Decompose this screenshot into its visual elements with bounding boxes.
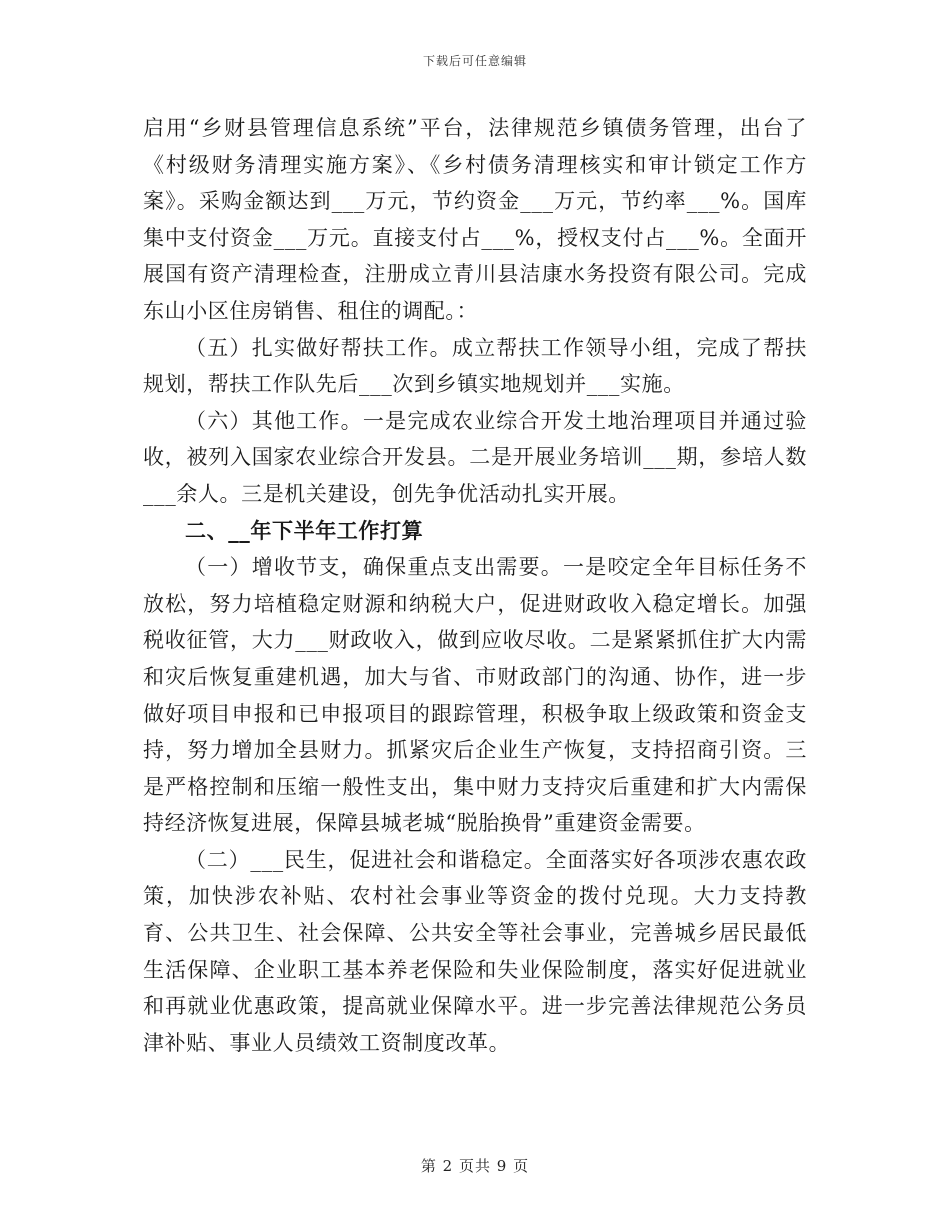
paragraph-continuation: 启用“乡财县管理信息系统”平台，法律规范乡镇债务管理，出台了《村级财务清理实施方案》、《乡村债务清理核实和审计锁定工作方案》。采购金额达到___万元，节约资金___万元，节约率___%。国库集中支付资金___万元。直接支付占___%，授权支付占___%。全面开展国有资产清理检查，注册成立青川县洁康水务投资有限公司。完成东山小区住房销售、租住的调配。：	[143, 116, 807, 323]
section-heading: 二、__年下半年工作打算	[185, 517, 424, 543]
paragraph-section-6: （六）其他工作。一是完成农业综合开发土地治理项目并通过验收，被列入国家农业综合开发县。二是开展业务培训___期，参培人数___余人。三是机关建设，创先争优活动扎实开展。	[143, 408, 807, 506]
paragraph-section-5: （五）扎实做好帮扶工作。成立帮扶工作领导小组，完成了帮扶规划，帮扶工作队先后___次到乡镇实地规划并___实施。	[143, 335, 807, 397]
paragraph-plan-1: （一）增收节支，确保重点支出需要。一是咬定全年目标任务不放松，努力培植稳定财源和纳税大户，促进财政收入稳定增长。加强税收征管，大力___财政收入，做到应收尽收。二是紧紧抓住扩大内需和灾后恢复重建机遇，加大与省、市财政部门的沟通、协作，进一步做好项目申报和已申报项目的跟踪管理，积极争取上级政策和资金支持，努力增加全县财力。抓紧灾后企业生产恢复，支持招商引资。三是严格控制和压缩一般性支出，集中财力支持灾后重建和扩大内需保持经济恢复进展，保障县城老城“脱胎换骨”重建资金需要。	[143, 555, 807, 836]
page-number: 第 2 页共 9 页	[420, 1157, 530, 1175]
header-note: 下载后可任意编辑	[422, 54, 527, 68]
paragraph-plan-2: （二）___民生，促进社会和谐稳定。全面落实好各项涉农惠农政策，加快涉农补贴、农村社会事业等资金的拨付兑现。大力支持教育、公共卫生、社会保障、公共安全等社会事业，完善城乡居民最低生活保障、企业职工基本养老保险和失业保险制度，落实好促进就业和再就业优惠政策，提高就业保障水平。进一步完善法律规范公务员津补贴、事业人员绩效工资制度改革。	[143, 847, 807, 1055]
document-body	[143, 110, 807, 1061]
